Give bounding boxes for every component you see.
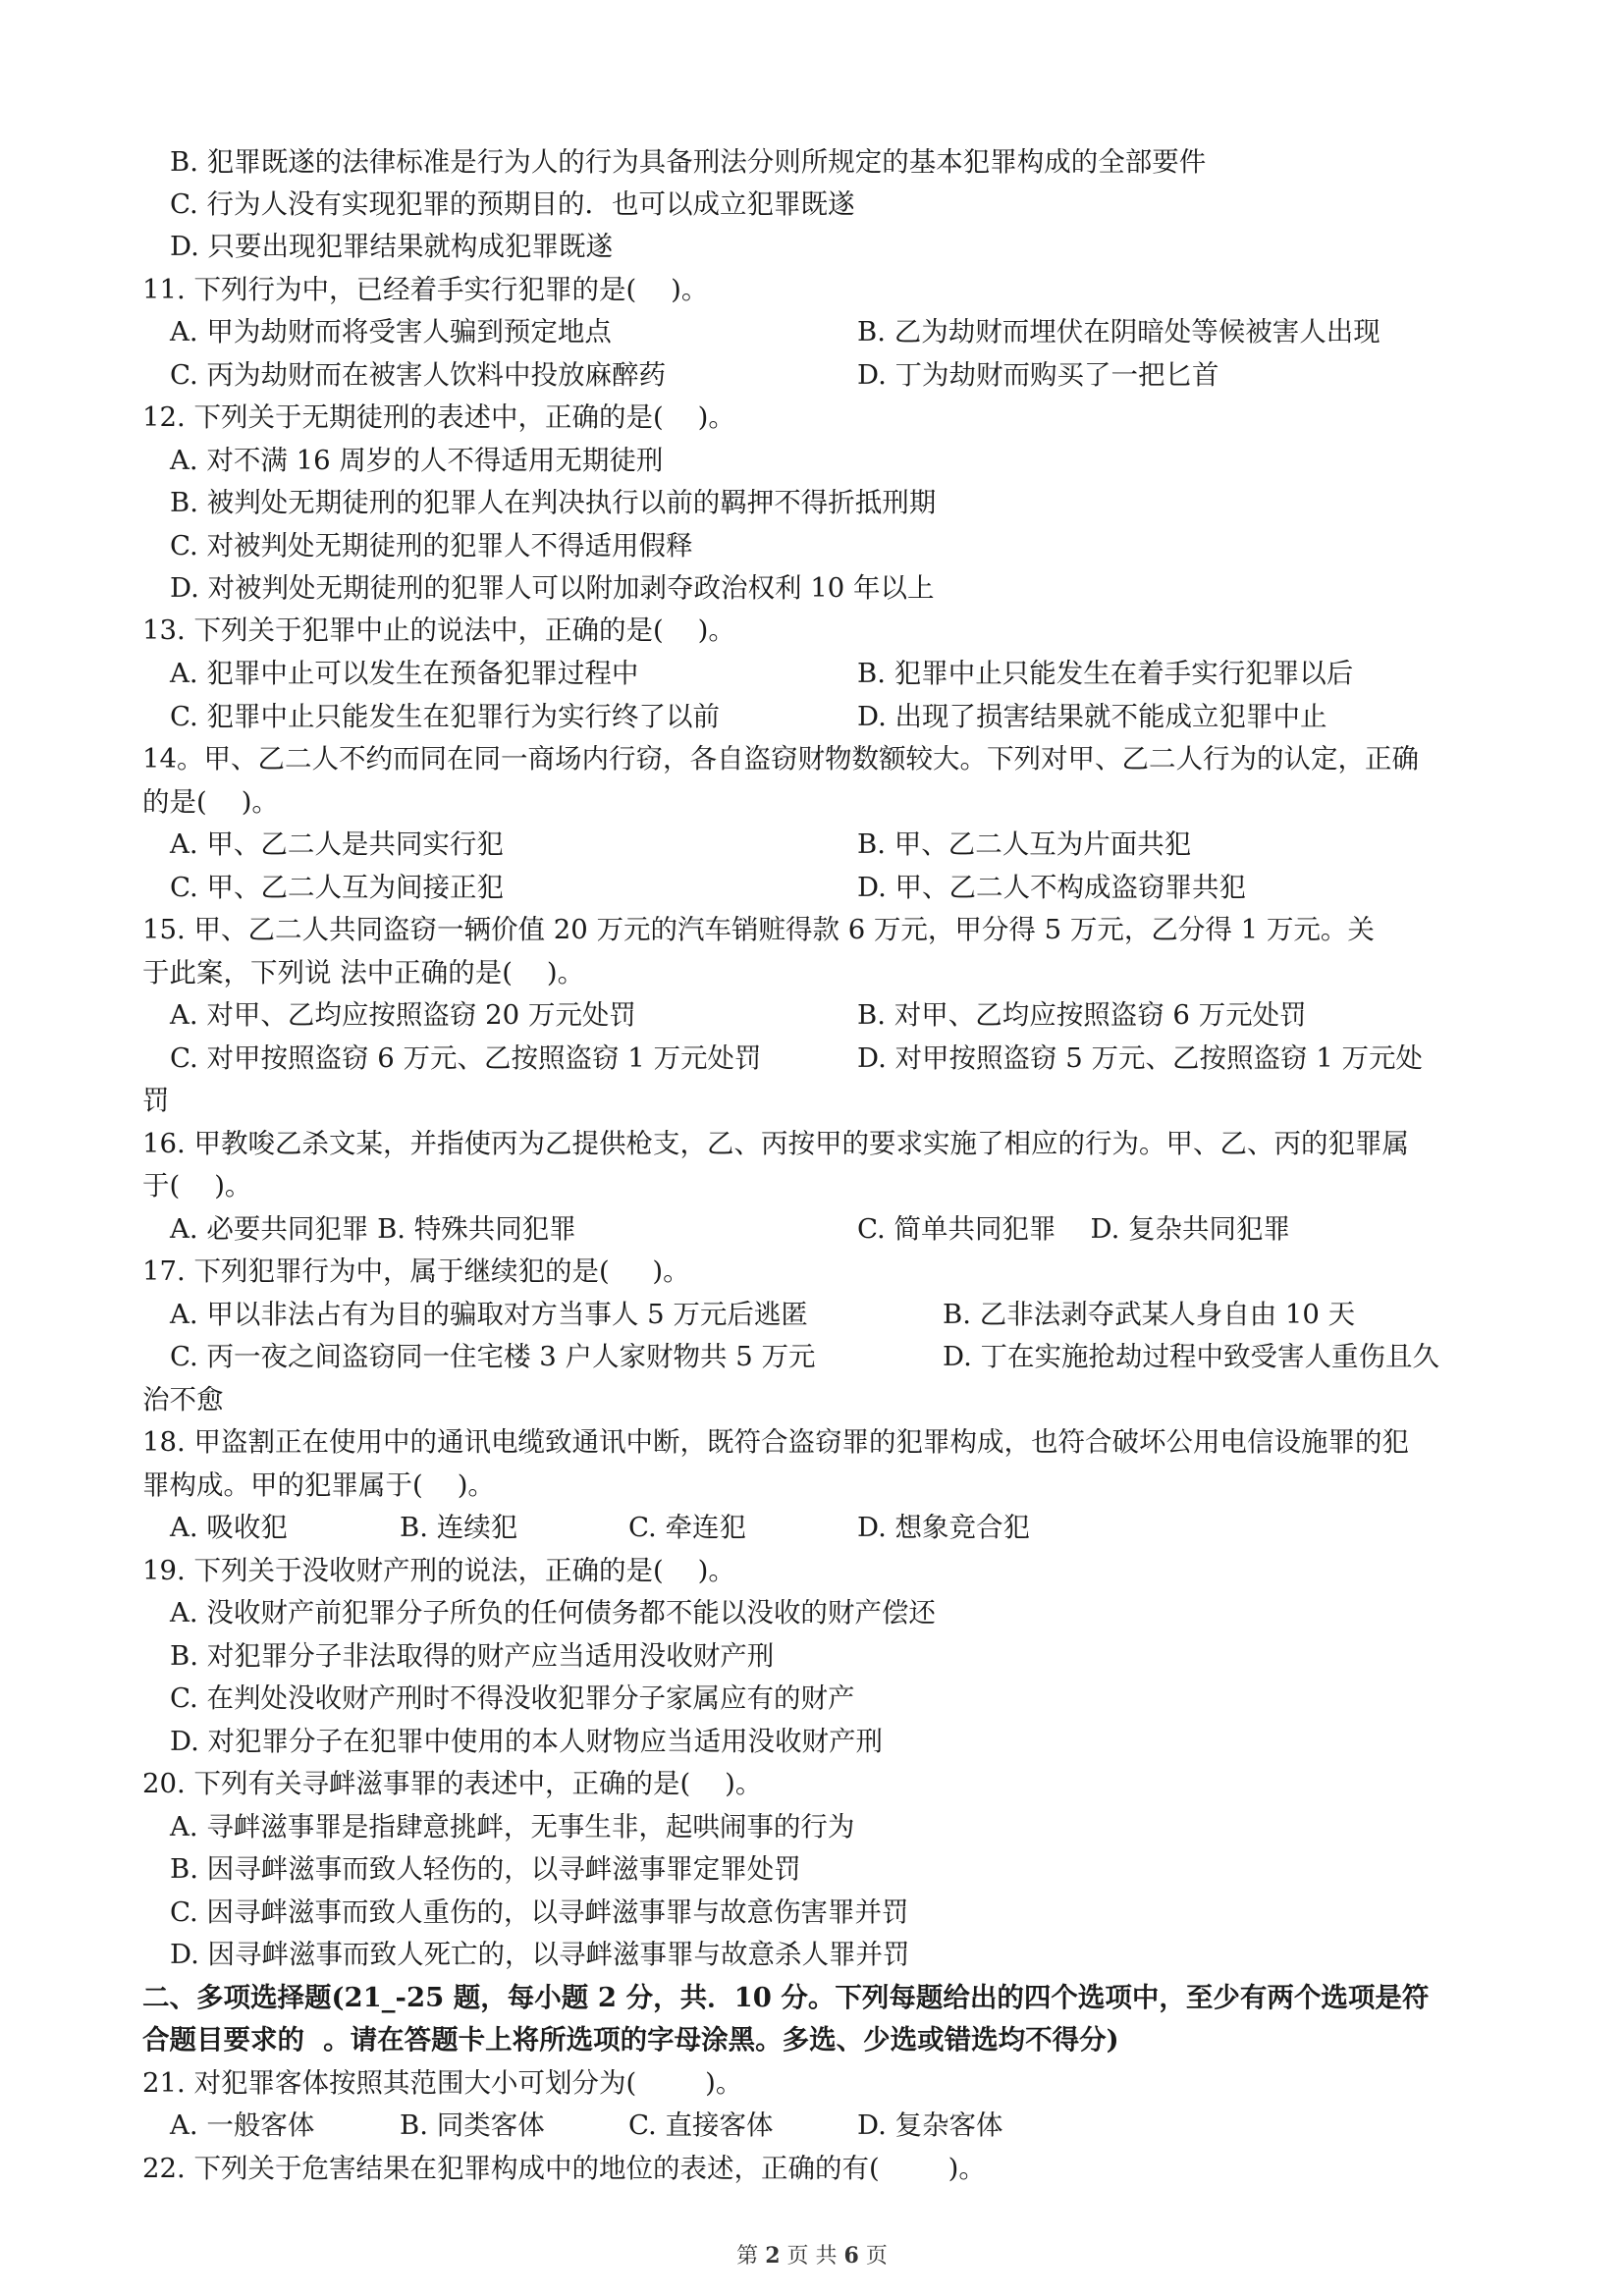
option-15c: C. 对甲按照盗窃 6 万元、乙按照盗窃 1 万元处罚 xyxy=(170,1042,762,1074)
option-13c: C. 犯罪中止只能发生在犯罪行为实行终了以前 xyxy=(170,701,721,732)
option-15b: B. 对甲、乙均应按照盗窃 6 万元处罚 xyxy=(857,999,1307,1031)
option-12a: A. 对不满 16 周岁的人不得适用无期徒刑 xyxy=(170,445,664,476)
question-15-cont: 于此案，下列说 法中正确的是( )。 xyxy=(142,957,585,988)
option-18a: A. 吸收犯 xyxy=(170,1512,288,1543)
option-11c: C. 丙为劫财而在被害人饮料中投放麻醉药 xyxy=(170,359,667,391)
option-12d: D. 对被判处无期徒刑的犯罪人可以附加剥夺政治权利 10 年以上 xyxy=(170,572,935,604)
footer-page-number: 2 xyxy=(765,2243,781,2269)
question-21: 21. 对犯罪客体按照其范围大小可划分为( )。 xyxy=(142,2067,743,2099)
option-12c: C. 对被判处无期徒刑的犯罪人不得适用假释 xyxy=(170,530,693,561)
option-19d: D. 对犯罪分子在犯罪中使用的本人财物应当适用没收财产刑 xyxy=(170,1726,884,1757)
option-18c: C. 牵连犯 xyxy=(628,1512,747,1543)
option-19b: B. 对犯罪分子非法取得的财产应当适用没收财产刑 xyxy=(170,1640,775,1672)
question-19: 19. 下列关于没收财产刑的说法，正确的是( )。 xyxy=(142,1555,735,1586)
option-11a: A. 甲为劫财而将受害人骗到预定地点 xyxy=(170,316,612,347)
question-16-cont: 于( )。 xyxy=(142,1170,252,1201)
option-15d: D. 对甲按照盗窃 5 万元、乙按照盗窃 1 万元处 xyxy=(857,1042,1424,1074)
footer-prefix: 第 xyxy=(736,2244,759,2269)
option-13b: B. 犯罪中止只能发生在着手实行犯罪以后 xyxy=(857,658,1354,689)
option-18b: B. 连续犯 xyxy=(400,1512,518,1543)
option-20d: D. 因寻衅滋事而致人死亡的，以寻衅滋事罪与故意杀人罪并罚 xyxy=(170,1939,910,1970)
question-18-cont: 罪构成。甲的犯罪属于( )。 xyxy=(142,1469,495,1501)
page-footer xyxy=(0,2241,1624,2271)
question-18: 18. 甲盗割正在使用中的通讯电缆致通讯中断，既符合盗窃罪的犯罪构成，也符合破坏公用电信设施罪的犯 xyxy=(142,1426,1409,1458)
option-21b: B. 同类客体 xyxy=(400,2109,545,2141)
option-20c: C. 因寻衅滋事而致人重伤的，以寻衅滋事罪与故意伤害罪并罚 xyxy=(170,1896,909,1928)
option-21d: D. 复杂客体 xyxy=(857,2109,1003,2141)
question-20: 20. 下列有关寻衅滋事罪的表述中，正确的是( )。 xyxy=(142,1768,763,1799)
question-16: 16. 甲教唆乙杀文某，并指使丙为乙提供枪支，乙、丙按甲的要求实施了相应的行为。甲、乙、丙的犯罪属 xyxy=(142,1128,1409,1159)
question-11: 11. 下列行为中，已经着手实行犯罪的是( )。 xyxy=(142,274,709,305)
footer-suffix: 页 xyxy=(865,2244,888,2269)
option-21c: C. 直接客体 xyxy=(628,2109,774,2141)
option-10b: B. 犯罪既遂的法律标准是行为人的行为具备刑法分则所规定的基本犯罪构成的全部要件 xyxy=(170,146,1207,178)
option-19a: A. 没收财产前犯罪分子所负的任何债务都不能以没收的财产偿还 xyxy=(170,1597,936,1629)
section-heading: 二、多项选择题(21_-25 题，每小题 2 分，共．10 分。下列每题给出的四个选项中，至少有两个选项是符 xyxy=(142,1982,1430,2013)
option-15d-cont: 罚 xyxy=(142,1085,170,1116)
option-14b: B. 甲、乙二人互为片面共犯 xyxy=(857,828,1192,860)
option-17d: D. 丁在实施抢劫过程中致受害人重伤且久 xyxy=(943,1341,1440,1372)
section-heading-cont: 合题目要求的 。请在答题卡上将所选项的字母涂黑。多选、少选或错选均不得分) xyxy=(142,2024,1119,2056)
option-18d: D. 想象竞合犯 xyxy=(857,1512,1031,1543)
question-14: 14。甲、乙二人不约而同在同一商场内行窃，各自盗窃财物数额较大。下列对甲、乙二人行为的认定，正确 xyxy=(142,743,1419,774)
option-17c: C. 丙一夜之间盗窃同一住宅楼 3 户人家财物共 5 万元 xyxy=(170,1341,816,1372)
footer-middle: 页 共 xyxy=(786,2244,838,2269)
option-20a: A. 寻衅滋事罪是指肆意挑衅，无事生非，起哄闹事的行为 xyxy=(170,1811,855,1842)
option-10d: D. 只要出现犯罪结果就构成犯罪既遂 xyxy=(170,231,614,262)
question-13: 13. 下列关于犯罪中止的说法中，正确的是( )。 xyxy=(142,614,735,646)
option-13d: D. 出现了损害结果就不能成立犯罪中止 xyxy=(857,701,1327,732)
option-11d: D. 丁为劫财而购买了一把匕首 xyxy=(857,359,1219,391)
option-11b: B. 乙为劫财而埋伏在阴暗处等候被害人出现 xyxy=(857,316,1380,347)
footer-total-pages: 6 xyxy=(843,2243,859,2269)
question-14-cont: 的是( )。 xyxy=(142,786,279,818)
option-17b: B. 乙非法剥夺武某人身自由 10 天 xyxy=(943,1299,1356,1330)
option-19c: C. 在判处没收财产刑时不得没收犯罪分子家属应有的财产 xyxy=(170,1682,855,1714)
option-20b: B. 因寻衅滋事而致人轻伤的，以寻衅滋事罪定罪处罚 xyxy=(170,1853,801,1885)
option-13a: A. 犯罪中止可以发生在预备犯罪过程中 xyxy=(170,658,639,689)
option-17d-cont: 治不愈 xyxy=(142,1384,224,1415)
question-22: 22. 下列关于危害结果在犯罪构成中的地位的表述，正确的有( )。 xyxy=(142,2153,986,2184)
option-14a: A. 甲、乙二人是共同实行犯 xyxy=(170,828,504,860)
option-16ab: A. 必要共同犯罪 B. 特殊共同犯罪 xyxy=(170,1213,576,1245)
option-10c: C. 行为人没有实现犯罪的预期目的．也可以成立犯罪既遂 xyxy=(170,188,855,220)
option-14d: D. 甲、乙二人不构成盗窃罪共犯 xyxy=(857,872,1247,903)
option-15a: A. 对甲、乙均应按照盗窃 20 万元处罚 xyxy=(170,999,636,1031)
option-17a: A. 甲以非法占有为目的骗取对方当事人 5 万元后逃匿 xyxy=(170,1299,808,1330)
option-21a: A. 一般客体 xyxy=(170,2109,315,2141)
option-16cd: C. 简单共同犯罪 D. 复杂共同犯罪 xyxy=(857,1213,1291,1245)
option-14c: C. 甲、乙二人互为间接正犯 xyxy=(170,872,505,903)
option-12b: B. 被判处无期徒刑的犯罪人在判决执行以前的羁押不得折抵刑期 xyxy=(170,487,937,518)
question-12: 12. 下列关于无期徒刑的表述中，正确的是( )。 xyxy=(142,401,735,433)
question-15: 15. 甲、乙二人共同盗窃一辆价值 20 万元的汽车销赃得款 6 万元，甲分得 5 万元，乙分得 1 万元。关 xyxy=(142,914,1375,945)
question-17: 17. 下列犯罪行为中，属于继续犯的是( )。 xyxy=(142,1255,690,1287)
